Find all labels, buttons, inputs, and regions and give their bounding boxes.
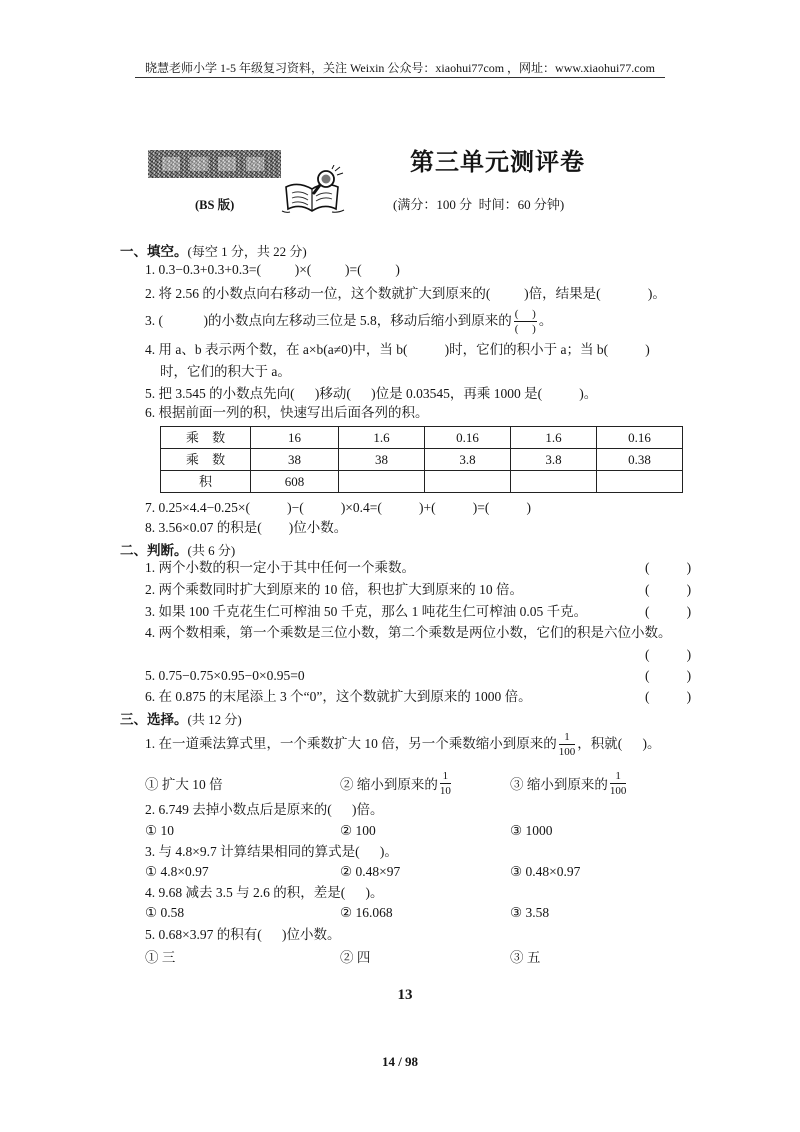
option-text: ② 缩小到原来的 <box>340 777 438 792</box>
choice-option-2: ② 100 <box>340 823 376 838</box>
fraction-denominator: 100 <box>558 745 576 758</box>
table-cell: 38 <box>339 449 425 471</box>
section-title: 三、选择。 <box>120 712 188 727</box>
page-title: 第三单元测评卷 <box>410 150 585 176</box>
option-text: ③ 缩小到原来的 <box>510 777 608 792</box>
fill-question-5: 5. 把 3.545 的小数点先向( )移动( )位是 0.03545，再乘 1000 是( )。 <box>145 386 598 401</box>
choice-option-2: ② 0.48×97 <box>340 864 401 879</box>
choice-question-5: 5. 0.68×3.97 的积有( )位小数。 <box>145 927 341 942</box>
fill-question-1: 1. 0.3−0.3+0.3+0.3=( )×( )=( ) <box>145 262 400 277</box>
table-cell: 0.16 <box>425 427 511 449</box>
table-cell-empty <box>425 471 511 493</box>
header-rule <box>135 77 665 78</box>
section-title: 一、填空。 <box>120 244 188 259</box>
banner-speckle <box>162 157 180 171</box>
section-heading-choice <box>120 708 242 728</box>
table-row <box>161 427 683 449</box>
fraction <box>610 770 627 797</box>
answer-blank: ( ) <box>645 582 692 597</box>
fill-question-7: 7. 0.25×4.4−0.25×( )−( )×0.4=( )+( )=( ) <box>145 500 531 515</box>
fraction <box>440 770 451 797</box>
table-cell: 1.6 <box>511 427 597 449</box>
choice-option-3: ③ 1000 <box>510 823 553 838</box>
judge-item-6: 6. 在 0.875 的末尾添上 3 个“0”，这个数就扩大到原来的 1000 倍。 <box>145 689 532 704</box>
fraction-denominator: 10 <box>439 784 451 797</box>
fill-question-4-line-2: 时，它们的积大于 a。 <box>160 364 291 379</box>
fraction-numerator: 1 <box>559 731 576 745</box>
judge-item-3: 3. 如果 100 千克花生仁可榨油 50 千克，那么 1 吨花生仁可榨油 0.05 千克。 <box>145 604 588 619</box>
section-heading-fill <box>120 240 307 260</box>
score-time-info: (满分：100 分 时间：60 分钟) <box>393 197 565 212</box>
edition-label: (BS 版) <box>195 198 235 212</box>
fill-question-4-line-1: 4. 用 a、b 表示两个数，在 a×b(a≠0)中，当 b( )时，它们的积小于 a；当 b( ) <box>145 342 650 357</box>
pagination-indicator: 14 / 98 <box>381 1054 419 1069</box>
table-cell: 0.38 <box>597 449 683 471</box>
question-text: 3. ( )的小数点向左移动三位是 5.8，移动后缩小到原来的 <box>145 313 512 328</box>
page-number: 13 <box>397 987 413 1003</box>
fill-question-2: 2. 将 2.56 的小数点向右移动一位，这个数就扩大到原来的( )倍，结果是( )。 <box>145 286 666 301</box>
choice-option-3: ③ 0.48×0.97 <box>510 864 581 879</box>
choice-option-3: ③ 3.58 <box>510 905 550 920</box>
table-cell: 608 <box>251 471 339 493</box>
row-label: 乘 数 <box>161 427 251 449</box>
choice-option-1 <box>145 767 223 799</box>
choice-question-3: 3. 与 4.8×9.7 计算结果相同的算式是( )。 <box>145 844 398 859</box>
table-cell: 3.8 <box>511 449 597 471</box>
choice-option-1: ① 10 <box>145 823 174 838</box>
judge-item-4: 4. 两个数相乘，第一个乘数是三位小数，第二个乘数是两位小数，它们的积是六位小数。 <box>145 625 672 640</box>
banner-speckle <box>218 157 236 171</box>
row-label: 乘 数 <box>161 449 251 471</box>
fraction <box>514 308 537 335</box>
choice-question-1 <box>145 728 661 760</box>
section-score-note: (共 6 分) <box>187 542 236 558</box>
option-text: ① 扩大 10 倍 <box>145 777 223 792</box>
choice-option-1: ① 0.58 <box>145 905 185 920</box>
section-title: 二、判断。 <box>120 543 188 558</box>
fraction-numerator: 1 <box>610 770 627 784</box>
answer-blank: ( ) <box>645 604 692 619</box>
choice-option-2: ② 16.068 <box>340 905 393 920</box>
table-cell: 16 <box>251 427 339 449</box>
book-icon <box>280 165 346 215</box>
table-row <box>161 449 683 471</box>
row-label: 积 <box>161 471 251 493</box>
fraction <box>559 731 576 758</box>
fraction-denominator: 100 <box>609 784 627 797</box>
table-cell: 38 <box>251 449 339 471</box>
question-text: 1. 在一道乘法算式里，一个乘数扩大 10 倍，另一个乘数缩小到原来的 <box>145 736 557 751</box>
choice-option-1: ① 4.8×0.97 <box>145 864 209 879</box>
choice-option-3: ③ 五 <box>510 950 541 965</box>
banner-speckle <box>190 157 208 171</box>
fill-question-8: 8. 3.56×0.07 的积是( )位小数。 <box>145 520 348 535</box>
table-cell-empty <box>339 471 425 493</box>
section-score-note: (每空 1 分，共 22 分) <box>187 243 307 259</box>
banner-speckle <box>246 157 264 171</box>
answer-blank: ( ) <box>645 668 692 683</box>
choice-option-2: ② 四 <box>340 950 371 965</box>
answer-blank: ( ) <box>645 560 692 575</box>
choice-question-4: 4. 9.68 减去 3.5 与 2.6 的积，差是( )。 <box>145 885 384 900</box>
judge-item-5: 5. 0.75−0.75×0.95−0×0.95=0 <box>145 668 305 683</box>
answer-blank: ( ) <box>645 689 692 704</box>
judge-item-1: 1. 两个小数的积一定小于其中任何一个乘数。 <box>145 560 415 575</box>
fraction-denominator: ( ) <box>514 322 536 335</box>
fill-question-3 <box>145 305 552 337</box>
choice-option-2 <box>340 767 453 799</box>
table-row <box>161 471 683 493</box>
question-text-suffix: 。 <box>538 313 553 328</box>
title-banner-decoration <box>148 150 281 178</box>
answer-blank: ( ) <box>645 647 692 662</box>
table-cell: 0.16 <box>597 427 683 449</box>
judge-item-2: 2. 两个乘数同时扩大到原来的 10 倍，积也扩大到原来的 10 倍。 <box>145 582 523 597</box>
table-cell-empty <box>511 471 597 493</box>
table-cell-empty <box>597 471 683 493</box>
site-header-text: 晓慧老师小学 1-5 年级复习资料，关注 Weixin 公众号：xiaohui77com ，网址：www.xiaohui77.com <box>145 61 655 75</box>
fill-question-6: 6. 根据前面一列的积，快速写出后面各列的积。 <box>145 405 429 420</box>
question-text-suffix: ，积就( )。 <box>577 736 661 751</box>
fraction-numerator: ( ) <box>514 307 536 320</box>
section-score-note: (共 12 分) <box>187 711 242 727</box>
table-cell: 3.8 <box>425 449 511 471</box>
product-table <box>160 426 683 493</box>
table-cell: 1.6 <box>339 427 425 449</box>
choice-question-2: 2. 6.749 去掉小数点后是原来的( )倍。 <box>145 802 384 817</box>
choice-option-3 <box>510 767 628 799</box>
choice-option-1: ① 三 <box>145 950 176 965</box>
fraction-numerator: 1 <box>440 770 451 784</box>
section-heading-judge <box>120 539 235 559</box>
